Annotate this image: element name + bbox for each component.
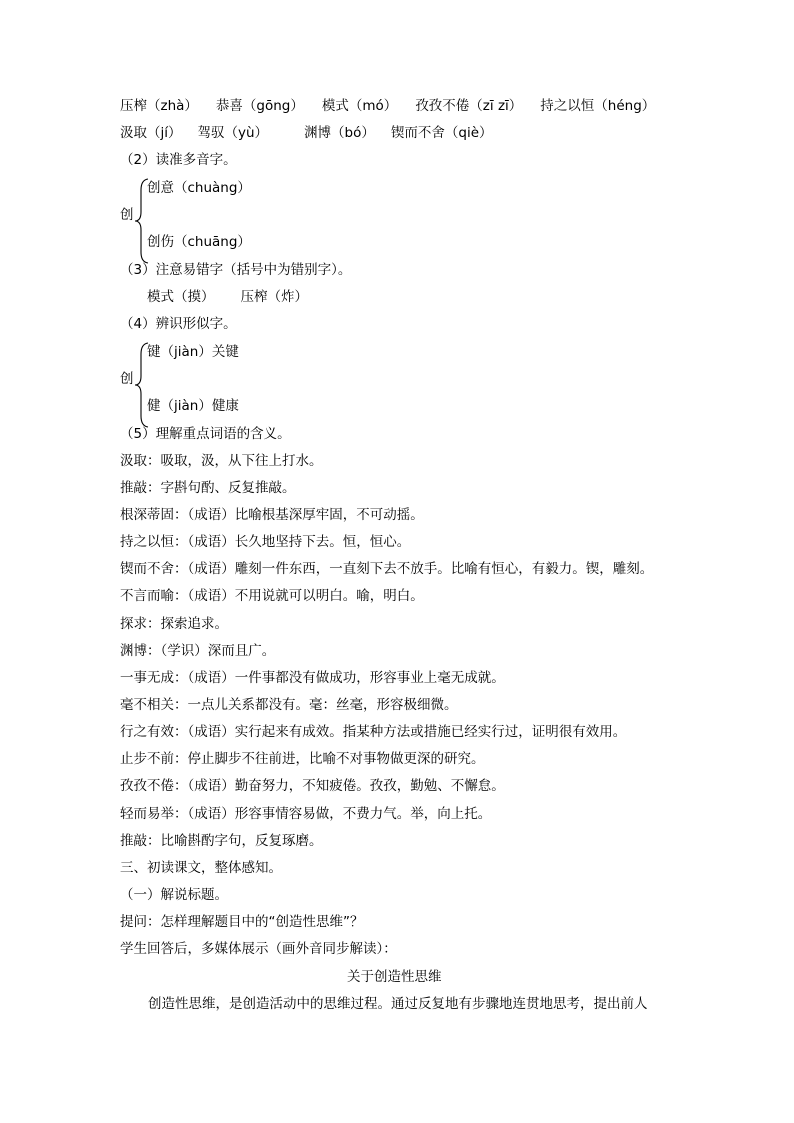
section-5-heading: （5）理解重点词语的含义。 bbox=[120, 426, 291, 442]
pinyin-item: 模式（mó） bbox=[321, 98, 398, 114]
box-paragraph: 创造性思维，是创造活动中的思维过程。通过反复地有步骤地连贯地思考，提出前人 bbox=[148, 996, 648, 1012]
error-char-list bbox=[147, 289, 308, 305]
pinyin-row-1 bbox=[120, 98, 655, 114]
error-char-item: 模式（摸） bbox=[147, 289, 215, 305]
definition-line: 止步不前：停止脚步不往前进，比喻不对事物做更深的研究。 bbox=[120, 751, 485, 767]
definition-line: 渊博：（学识）深而且广。 bbox=[120, 643, 276, 659]
section-3-heading: （3）注意易错字（括号中为错别字）。 bbox=[120, 262, 352, 278]
pinyin-item: 持之以恒（héng） bbox=[540, 98, 656, 114]
box-title: 关于创造性思维 bbox=[347, 969, 442, 985]
definition-line: 毫不相关：一点儿关系都没有。毫：丝毫，形容极细微。 bbox=[120, 697, 458, 713]
definition-line: 行之有效：（成语）实行起来有成效。指某种方法或措施已经实行过，证明很有效用。 bbox=[120, 724, 627, 740]
answer-intro: 学生回答后，多媒体展示（画外音同步解读）： bbox=[120, 941, 397, 957]
group-char: 创 bbox=[120, 371, 134, 387]
part-3-sub-heading: （一）解说标题。 bbox=[120, 887, 228, 903]
definition-line: 不言而喻：（成语）不用说就可以明白。喻，明白。 bbox=[120, 588, 424, 604]
section-2-heading: （2）读准多音字。 bbox=[120, 152, 237, 168]
question-text: 提问：怎样理解题目中的“创造性思维”？ bbox=[120, 914, 364, 930]
reading-2: 创伤（chuāng） bbox=[147, 234, 251, 250]
definition-line: 持之以恒：（成语）长久地坚持下去。恒，恒心。 bbox=[120, 534, 411, 550]
definition-line: 一事无成：（成语）一件事都没有做成功，形容事业上毫无成就。 bbox=[120, 670, 505, 686]
error-char-item: 压榨（炸） bbox=[240, 289, 308, 305]
part-3-heading: 三、初读课文，整体感知。 bbox=[120, 860, 282, 876]
reading-1: 创意（chuàng） bbox=[147, 180, 251, 196]
definition-line: 探求：探索追求。 bbox=[120, 616, 228, 632]
definition-line: 孜孜不倦：（成语）勤奋努力，不知疲倦。孜孜，勤勉、不懈怠。 bbox=[120, 778, 505, 794]
pinyin-item: 孜孜不倦（zī zī） bbox=[415, 98, 523, 114]
group-char: 创 bbox=[120, 207, 134, 223]
pinyin-item: 锲而不舍（qiè） bbox=[390, 125, 493, 141]
definition-line: 根深蒂固：（成语）比喻根基深厚牢固，不可动摇。 bbox=[120, 507, 424, 523]
similar-char-2: 健（jiàn）健康 bbox=[147, 398, 239, 414]
pinyin-item: 驾驭（yù） bbox=[197, 125, 269, 141]
pinyin-item: 汲取（jí） bbox=[120, 125, 182, 141]
definition-line: 推敲：字斟句酌、反复推敲。 bbox=[120, 480, 296, 496]
section-4-heading: （4）辨识形似字。 bbox=[120, 316, 237, 332]
definition-line: 推敲：比喻斟酌字句，反复琢磨。 bbox=[120, 833, 323, 849]
definition-line: 锲而不舍：（成语）雕刻一件东西，一直刻下去不放手。比喻有恒心，有毅力。锲，雕刻。 bbox=[120, 561, 654, 577]
curly-brace-icon bbox=[134, 178, 150, 264]
definition-line: 轻而易举：（成语）形容事情容易做，不费力气。举，向上托。 bbox=[120, 806, 492, 822]
definition-line: 汲取：吸取，汲，从下往上打水。 bbox=[120, 453, 323, 469]
pinyin-item: 压榨（zhà） bbox=[120, 98, 198, 114]
similar-char-1: 键（jiàn）关键 bbox=[147, 344, 239, 360]
pinyin-item: 恭喜（gōng） bbox=[215, 98, 304, 114]
pinyin-row-2 bbox=[120, 125, 493, 141]
pinyin-item: 渊博（bó） bbox=[304, 125, 375, 141]
curly-brace-icon bbox=[134, 342, 150, 428]
